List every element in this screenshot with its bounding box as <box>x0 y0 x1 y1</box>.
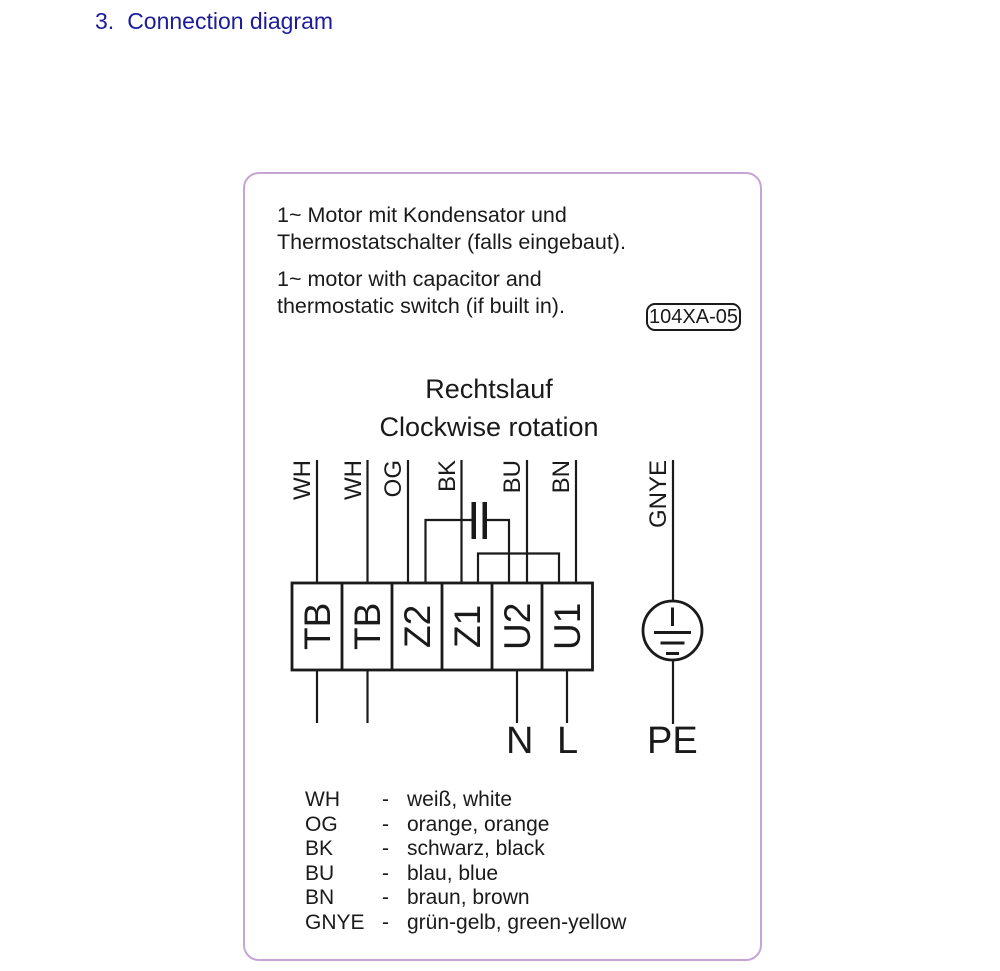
capacitor-plate-right <box>483 502 488 539</box>
intro-text-german <box>277 202 626 256</box>
wire-label-wh1: WH <box>289 460 316 500</box>
intro-de-line2: Thermostatschalter (falls eingebaut). <box>277 230 626 254</box>
legend-abbr-wh: WH <box>305 788 340 811</box>
legend-sep: - <box>382 910 389 934</box>
terminal-label-u1: U1 <box>546 602 588 651</box>
earth-circle <box>643 601 702 660</box>
intro-text-english <box>277 266 565 320</box>
legend-desc-bk: schwarz, black <box>407 837 545 861</box>
section-number: 3. <box>95 8 115 34</box>
rotation-heading-german: Rechtslauf <box>425 374 553 404</box>
intro-en-line1: 1~ motor with capacitor and <box>277 267 542 291</box>
legend-sep: - <box>382 837 389 861</box>
page-title <box>95 8 333 35</box>
wire-label-og: OG <box>380 460 407 498</box>
terminal-label-u2: U2 <box>496 602 538 651</box>
wire-label-bu: BU <box>499 460 526 494</box>
capacitor-plate-left <box>472 502 477 539</box>
capacitor-icon <box>426 502 510 583</box>
wire-label-bk: BK <box>433 460 461 493</box>
terminal-label-z2: Z2 <box>396 604 438 649</box>
legend-desc-bn: braun, brown <box>407 886 530 910</box>
supply-label-earth: PE <box>647 720 698 762</box>
intro-en-line2: thermostatic switch (if built in). <box>277 294 565 318</box>
supply-label-neutral: N <box>506 720 534 762</box>
legend-desc-wh: weiß, white <box>407 788 513 811</box>
legend-abbr-bn: BN <box>305 886 335 910</box>
supply-stubs <box>317 661 673 725</box>
terminal-label-tb2: TB <box>346 602 388 651</box>
supply-label-line: L <box>557 720 579 762</box>
wire-lines <box>317 460 673 601</box>
capacitor-leads <box>426 520 510 583</box>
bridge-link-z1-u1 <box>478 554 559 584</box>
rotation-heading <box>245 370 733 446</box>
terminal-label-z1: Z1 <box>446 604 488 649</box>
diagram-code-badge: 104XA-05 <box>646 303 741 331</box>
legend-abbr-bk: BK <box>305 837 334 861</box>
section-title-text: Connection diagram <box>127 8 334 34</box>
intro-de-line1: 1~ Motor mit Kondensator und <box>277 203 567 227</box>
legend-sep: - <box>382 886 389 910</box>
rotation-heading-english: Clockwise rotation <box>379 412 599 442</box>
terminal-label-tb1: TB <box>296 602 338 651</box>
legend-sep: - <box>382 812 389 836</box>
wire-label-bn: BN <box>548 460 575 494</box>
legend-desc-bu: blau, blue <box>407 861 499 885</box>
connection-diagram-panel <box>243 172 762 961</box>
wire-label-wh2: WH <box>339 460 367 500</box>
legend-sep: - <box>382 788 389 811</box>
earth-ground-icon <box>643 601 702 660</box>
legend-abbr-bu: BU <box>305 861 335 885</box>
legend-abbr-gnye: GNYE <box>305 910 365 934</box>
color-legend <box>305 788 626 936</box>
legend-abbr-og: OG <box>305 812 338 836</box>
legend-sep: - <box>382 861 389 885</box>
earth-bars <box>654 633 691 654</box>
wire-label-gnye: GNYE <box>645 460 672 529</box>
legend-desc-gnye: grün-gelb, green-yellow <box>407 910 627 934</box>
legend-desc-og: orange, orange <box>407 812 550 836</box>
